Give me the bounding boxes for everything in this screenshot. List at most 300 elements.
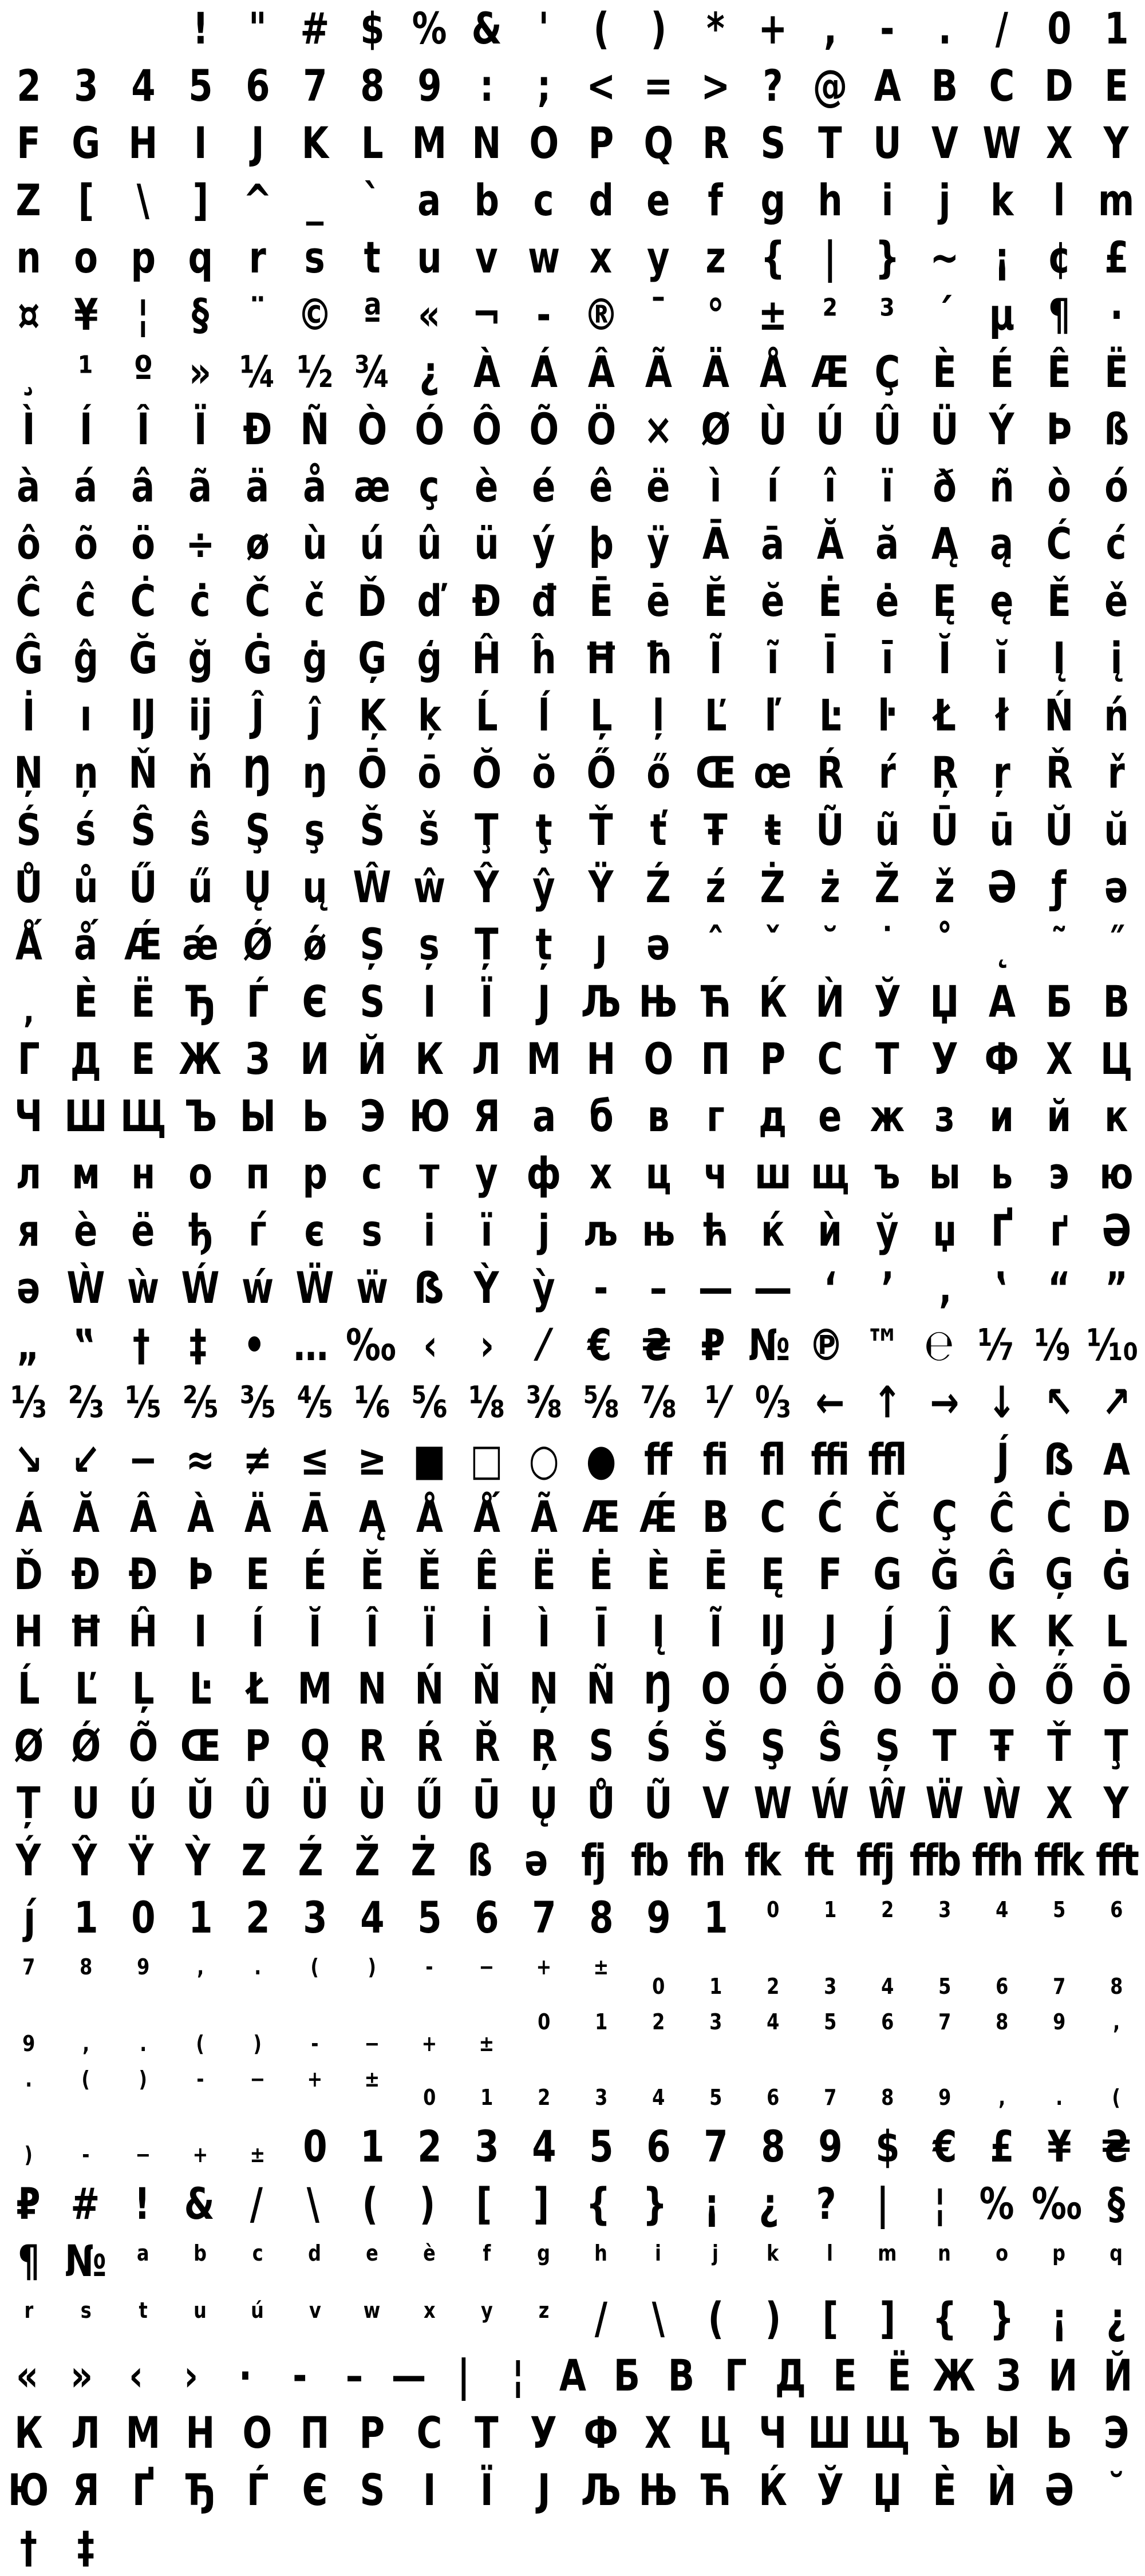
- glyph: ≤: [300, 1434, 330, 1485]
- glyph: Ē: [704, 1548, 728, 1599]
- glyph: Ù: [358, 1777, 386, 1828]
- glyph-cell: [401, 1717, 458, 1775]
- glyph: P: [588, 117, 614, 168]
- glyph: O: [529, 117, 559, 168]
- glyph-cell: [286, 1603, 344, 1660]
- glyph-cell: [286, 572, 344, 630]
- glyph: Ģ: [1045, 1548, 1073, 1599]
- glyph-cell: [687, 687, 744, 744]
- glyph-cell: [57, 1488, 114, 1546]
- glyph-cell: [327, 2347, 381, 2404]
- glyph-cell: [802, 973, 859, 1030]
- glyph-cell: [401, 515, 458, 572]
- glyph: ±: [479, 2031, 495, 2056]
- glyph: ö: [131, 518, 155, 569]
- glyph: Ĕ: [360, 1548, 384, 1599]
- glyph-cell: [515, 687, 572, 744]
- glyph: Å: [759, 346, 787, 397]
- glyph: Ĭ: [938, 633, 951, 683]
- glyph: Ũ: [644, 1777, 673, 1828]
- glyph-cell: [630, 1088, 687, 1145]
- glyph-cell: [1030, 343, 1088, 401]
- glyph-cell: [172, 401, 229, 458]
- glyph-cell: [687, 2004, 744, 2061]
- glyph-cell: [916, 2290, 973, 2347]
- glyph: M: [297, 1663, 333, 1714]
- glyph: Ā: [702, 518, 729, 569]
- glyph: j́: [23, 1892, 34, 1943]
- glyph-cell: [114, 1889, 172, 1946]
- glyph-cell: [344, 2404, 401, 2462]
- glyph: 3: [709, 2009, 722, 2034]
- glyph: \: [307, 2178, 320, 2229]
- glyph: Ó: [758, 1663, 788, 1714]
- glyph-cell: [229, 1374, 286, 1431]
- glyph-cell: [744, 2404, 801, 2462]
- glyph: Ĝ: [988, 1548, 1016, 1599]
- glyph-cell: [916, 401, 973, 458]
- glyph: è: [423, 2241, 436, 2266]
- glyph: ⅜: [526, 1377, 562, 1428]
- glyph: ›: [479, 1319, 494, 1370]
- glyph: Ț: [475, 919, 499, 970]
- glyph: Ń: [1044, 690, 1074, 741]
- glyph: —: [698, 1262, 733, 1313]
- glyph: Ш: [64, 1091, 108, 1141]
- glyph-cell: [458, 744, 515, 801]
- glyph: ъ: [874, 1148, 901, 1199]
- glyph-cell: [458, 57, 515, 114]
- glyph-cell: [1088, 1374, 1145, 1431]
- glyph-cell: [572, 1488, 630, 1546]
- glyph: I: [194, 117, 207, 168]
- glyph: Ї: [480, 976, 493, 1027]
- glyph-cell: [687, 0, 744, 57]
- glyph: Ð: [243, 404, 273, 455]
- glyph: з: [934, 1091, 955, 1141]
- glyph-cell: [859, 2290, 916, 2347]
- glyph-cell: [1030, 2004, 1088, 2061]
- glyph: ‹: [129, 2350, 144, 2401]
- glyph: ¸: [19, 346, 38, 397]
- glyph: Ć: [1046, 518, 1072, 569]
- glyph: p: [1052, 2241, 1066, 2266]
- glyph: ‟: [73, 1319, 97, 1370]
- glyph-cell: [1030, 687, 1088, 744]
- glyph-cell: [572, 172, 630, 229]
- glyph-cell: [1088, 1088, 1145, 1145]
- glyph: Ü: [301, 1777, 329, 1828]
- glyph-cell: [859, 1259, 916, 1317]
- glyph: ŏ: [532, 747, 556, 798]
- glyph: ď: [417, 575, 442, 626]
- glyph: Æ: [582, 1491, 620, 1542]
- glyph: r: [24, 2298, 33, 2323]
- glyph: á: [74, 461, 98, 512]
- glyph-cell: [458, 859, 515, 916]
- glyph: Ķ: [358, 690, 386, 741]
- glyph: ¡: [994, 232, 1010, 283]
- glyph: 1: [480, 2085, 493, 2110]
- glyph-cell: [57, 1946, 114, 2004]
- glyph: G: [873, 1548, 902, 1599]
- glyph-cell: [401, 1431, 458, 1488]
- glyph: џ: [932, 1205, 957, 1256]
- glyph: Ì: [537, 1606, 551, 1657]
- glyph-cell: [916, 1088, 973, 1145]
- glyph-cell: [286, 630, 344, 687]
- glyph: ж: [870, 1091, 905, 1141]
- glyph: ⅟: [705, 1377, 727, 1428]
- glyph-cell: [572, 458, 630, 515]
- glyph: У: [530, 2407, 557, 2458]
- glyph-cell: [687, 2519, 744, 2576]
- glyph: »: [189, 346, 212, 397]
- glyph-cell: [344, 859, 401, 916]
- glyph: ⅕: [125, 1377, 161, 1428]
- glyph-cell: [859, 458, 916, 515]
- glyph: Ċ: [1046, 1491, 1072, 1542]
- glyph-cell: [973, 859, 1030, 916]
- glyph: !: [134, 2178, 151, 2229]
- glyph: 4: [531, 2121, 556, 2172]
- glyph: £: [989, 2121, 1014, 2172]
- glyph-cell: [229, 1488, 286, 1546]
- glyph-cell: [0, 687, 57, 744]
- glyph-cell: [797, 2175, 855, 2233]
- glyph: ц: [645, 1148, 672, 1199]
- glyph: Ǻ: [15, 919, 42, 970]
- glyph-cell: [572, 57, 630, 114]
- glyph-cell: [802, 1431, 859, 1488]
- glyph-cell: [916, 1775, 973, 1832]
- glyph-cell: [859, 859, 916, 916]
- glyph-cell: [916, 2233, 973, 2290]
- glyph-cell: [0, 458, 57, 515]
- glyph-cell: [744, 1259, 802, 1317]
- glyph-cell: [401, 2233, 458, 2290]
- glyph-cell: [513, 2175, 570, 2233]
- glyph-cell: [229, 859, 286, 916]
- glyph-cell: [744, 286, 802, 343]
- glyph: N: [472, 117, 502, 168]
- glyph-cell: [916, 458, 973, 515]
- glyph-cell: [687, 1145, 744, 1202]
- glyph: х: [590, 1148, 613, 1199]
- glyph: 8: [760, 2121, 785, 2172]
- glyph: ğ: [188, 633, 213, 683]
- glyph: Р: [760, 1033, 786, 1084]
- glyph: ə: [646, 919, 670, 970]
- glyph-cell: [687, 458, 744, 515]
- glyph: ƒ: [1051, 862, 1067, 912]
- glyph-cell: [1088, 2118, 1145, 2175]
- glyph-cell: [630, 973, 687, 1030]
- glyph-cell: [286, 114, 344, 172]
- glyph-cell: [973, 1603, 1030, 1660]
- glyph-cell: [916, 801, 973, 859]
- glyph: Ѝ: [987, 2464, 1017, 2515]
- glyph: М: [526, 1033, 562, 1084]
- glyph: ℗: [808, 1319, 844, 1370]
- glyph-cell: [859, 2118, 916, 2175]
- glyph-cell: [572, 1775, 630, 1832]
- glyph: ś: [75, 804, 97, 855]
- glyph-cell: [344, 458, 401, 515]
- glyph: Ũ: [816, 804, 844, 855]
- glyph-cell: [0, 1717, 57, 1775]
- glyph-cell: [171, 2175, 228, 2233]
- glyph-cell: [229, 1145, 286, 1202]
- glyph-cell: [859, 2061, 916, 2118]
- glyph-cell: [114, 630, 172, 687]
- glyph-cell: [630, 286, 687, 343]
- glyph-cell: [0, 973, 57, 1030]
- glyph-cell: [401, 0, 458, 57]
- glyph-cell: [172, 1889, 229, 1946]
- glyph: ¡: [704, 2178, 720, 2229]
- glyph-cell: [344, 401, 401, 458]
- glyph-cell: [916, 1603, 973, 1660]
- glyph: 7: [531, 1892, 556, 1943]
- glyph: Ъ: [928, 2407, 961, 2458]
- glyph: Ê: [475, 1548, 499, 1599]
- glyph-cell: [458, 1202, 515, 1259]
- glyph: Ę: [761, 1548, 785, 1599]
- glyph: ‚: [938, 1262, 951, 1313]
- glyph: ₴: [1101, 2121, 1132, 2172]
- glyph: ↗: [1101, 1377, 1131, 1428]
- glyph-cell: [916, 630, 973, 687]
- glyph-cell: [57, 1088, 114, 1145]
- glyph: ż: [820, 862, 840, 912]
- glyph: Œ: [695, 747, 736, 798]
- glyph: .: [1055, 2085, 1063, 2110]
- glyph-cell: [218, 2347, 273, 2404]
- glyph-cell: [458, 1717, 515, 1775]
- glyph: č: [304, 575, 326, 626]
- glyph: ò: [1047, 461, 1071, 512]
- glyph: 6: [881, 2009, 894, 2034]
- glyph-cell: [572, 2233, 630, 2290]
- glyph: ġ: [302, 633, 327, 683]
- glyph-row: [0, 343, 1145, 401]
- glyph-cell: [57, 515, 114, 572]
- glyph-cell: [0, 1145, 57, 1202]
- glyph-cell: [572, 515, 630, 572]
- glyph: Ù: [759, 404, 787, 455]
- glyph-cell: [114, 2175, 171, 2233]
- glyph: Ä: [244, 1491, 271, 1542]
- glyph-cell: [515, 2519, 572, 2576]
- glyph: ẁ: [127, 1262, 160, 1313]
- glyph-cell: [744, 1546, 802, 1603]
- glyph: Ś: [16, 804, 41, 855]
- glyph: ): [24, 2142, 33, 2167]
- glyph: ó: [1104, 461, 1128, 512]
- glyph: к: [1104, 1091, 1128, 1141]
- glyph-cell: [1088, 801, 1145, 859]
- glyph: [: [476, 2178, 492, 2229]
- glyph-cell: [114, 172, 172, 229]
- glyph-cell: [572, 1546, 630, 1603]
- glyph: К: [415, 1033, 444, 1084]
- glyph: Ŀ: [819, 690, 842, 741]
- glyph: Ǻ: [473, 1491, 500, 1542]
- glyph-cell: [572, 343, 630, 401]
- glyph-cell: [344, 1775, 401, 1832]
- glyph: 2: [537, 2085, 551, 2110]
- glyph-cell: [344, 515, 401, 572]
- glyph: −: [135, 2142, 151, 2167]
- glyph: ô: [17, 518, 41, 569]
- glyph-cell: [744, 2290, 802, 2347]
- glyph: fb: [631, 1835, 668, 1886]
- glyph-cell: [969, 2175, 1026, 2233]
- glyph: Ã: [645, 346, 672, 397]
- glyph-cell: [1088, 0, 1145, 57]
- glyph: F: [17, 117, 41, 168]
- glyph-cell: [172, 2519, 229, 2576]
- glyph-cell: [744, 229, 802, 286]
- glyph: ỳ: [532, 1262, 555, 1313]
- glyph: ќ: [761, 1205, 785, 1256]
- glyph-cell: [859, 801, 916, 859]
- glyph: Ģ: [358, 633, 386, 683]
- glyph-cell: [286, 1030, 344, 1088]
- glyph-cell: [916, 1660, 973, 1717]
- glyph-cell: [973, 114, 1030, 172]
- glyph: Ž: [874, 862, 901, 912]
- glyph-cell: [172, 2061, 229, 2118]
- glyph: ş: [304, 804, 326, 855]
- glyph: Љ: [581, 976, 622, 1027]
- glyph: ⅙: [354, 1377, 390, 1428]
- glyph: љ: [583, 1205, 619, 1256]
- glyph-cell: [1030, 1259, 1088, 1317]
- glyph-cell: [57, 1374, 114, 1431]
- glyph-cell: [229, 343, 286, 401]
- glyph: Ŧ: [990, 1720, 1014, 1771]
- glyph: ˝: [1107, 919, 1126, 970]
- glyph-cell: [802, 1202, 859, 1259]
- glyph: 4: [652, 2085, 665, 2110]
- glyph: &: [184, 2178, 215, 2229]
- glyph: Ź: [645, 862, 672, 912]
- glyph-cell: [401, 401, 458, 458]
- glyph: h: [594, 2241, 608, 2266]
- glyph-cell: [859, 1775, 916, 1832]
- glyph: /: [594, 2293, 608, 2344]
- glyph: А: [988, 976, 1016, 1027]
- glyph-cell: [164, 2347, 218, 2404]
- glyph: H: [128, 117, 158, 168]
- glyph-cell: [229, 1030, 286, 1088]
- glyph: $: [875, 2121, 900, 2172]
- glyph-cell: [229, 2462, 286, 2519]
- glyph: ½: [297, 346, 333, 397]
- glyph-cell: [1088, 1603, 1145, 1660]
- glyph-cell: [859, 1889, 916, 1946]
- glyph: \: [136, 175, 150, 226]
- glyph-cell: [515, 2462, 572, 2519]
- glyph: ,: [823, 3, 837, 54]
- glyph-cell: [458, 229, 515, 286]
- glyph-row: [0, 1202, 1145, 1259]
- glyph: Ě: [417, 1548, 441, 1599]
- glyph-cell: [744, 1202, 802, 1259]
- glyph: Ô: [472, 404, 502, 455]
- glyph-cell: [114, 0, 172, 57]
- glyph: 9: [136, 1954, 150, 1980]
- glyph: Û: [243, 1777, 272, 1828]
- glyph-row: [0, 1488, 1145, 1546]
- glyph-cell: [973, 2233, 1030, 2290]
- glyph-cell: [744, 1030, 802, 1088]
- glyph: −: [250, 2067, 266, 2092]
- glyph-cell: [57, 1317, 113, 1374]
- glyph-cell: [401, 1546, 458, 1603]
- glyph: −: [364, 2031, 380, 2056]
- glyph-cell: [687, 801, 744, 859]
- glyph: ì: [709, 461, 722, 512]
- glyph-cell: [286, 1546, 344, 1603]
- glyph: Ỳ: [185, 1835, 211, 1886]
- glyph: ¦: [511, 2350, 524, 2401]
- glyph: Ř: [473, 1720, 500, 1771]
- glyph: –: [345, 2350, 364, 2401]
- glyph-cell: [344, 0, 401, 57]
- glyph: ț: [535, 919, 552, 970]
- glyph: +: [758, 3, 788, 54]
- glyph-cell: [339, 1317, 402, 1374]
- glyph-cell: [687, 1660, 744, 1717]
- glyph: Ė: [818, 575, 842, 626]
- glyph-cell: [344, 1259, 401, 1317]
- glyph-cell: [0, 916, 57, 973]
- glyph: L: [1105, 1606, 1128, 1657]
- glyph: `: [363, 175, 381, 226]
- glyph-row: [0, 2233, 1145, 2290]
- glyph-cell: [0, 286, 57, 343]
- glyph-cell: [286, 916, 344, 973]
- glyph: С: [817, 1033, 843, 1084]
- glyph: =: [643, 60, 673, 111]
- glyph: 0: [766, 1897, 780, 1922]
- glyph: .: [25, 2067, 33, 2092]
- glyph: i: [881, 175, 894, 226]
- glyph: n: [16, 232, 41, 283]
- glyph-cell: [973, 172, 1030, 229]
- glyph: ċ: [189, 575, 211, 626]
- glyph: Ï: [194, 404, 207, 455]
- glyph: ū: [989, 804, 1014, 855]
- glyph: 1: [73, 1892, 98, 1943]
- glyph-cell: [401, 1030, 458, 1088]
- glyph: 7: [22, 1954, 35, 1980]
- glyph-cell: [630, 2061, 687, 2118]
- glyph: 7: [823, 2085, 837, 2110]
- glyph: o: [996, 2241, 1008, 2266]
- glyph-cell: [744, 630, 802, 687]
- glyph-cell: [458, 801, 515, 859]
- glyph: x: [423, 2298, 436, 2323]
- glyph-cell: [172, 229, 229, 286]
- glyph: R: [358, 1720, 386, 1771]
- glyph: }: [875, 232, 900, 283]
- glyph-row: [0, 1374, 1145, 1431]
- glyph: ь: [990, 1148, 1013, 1199]
